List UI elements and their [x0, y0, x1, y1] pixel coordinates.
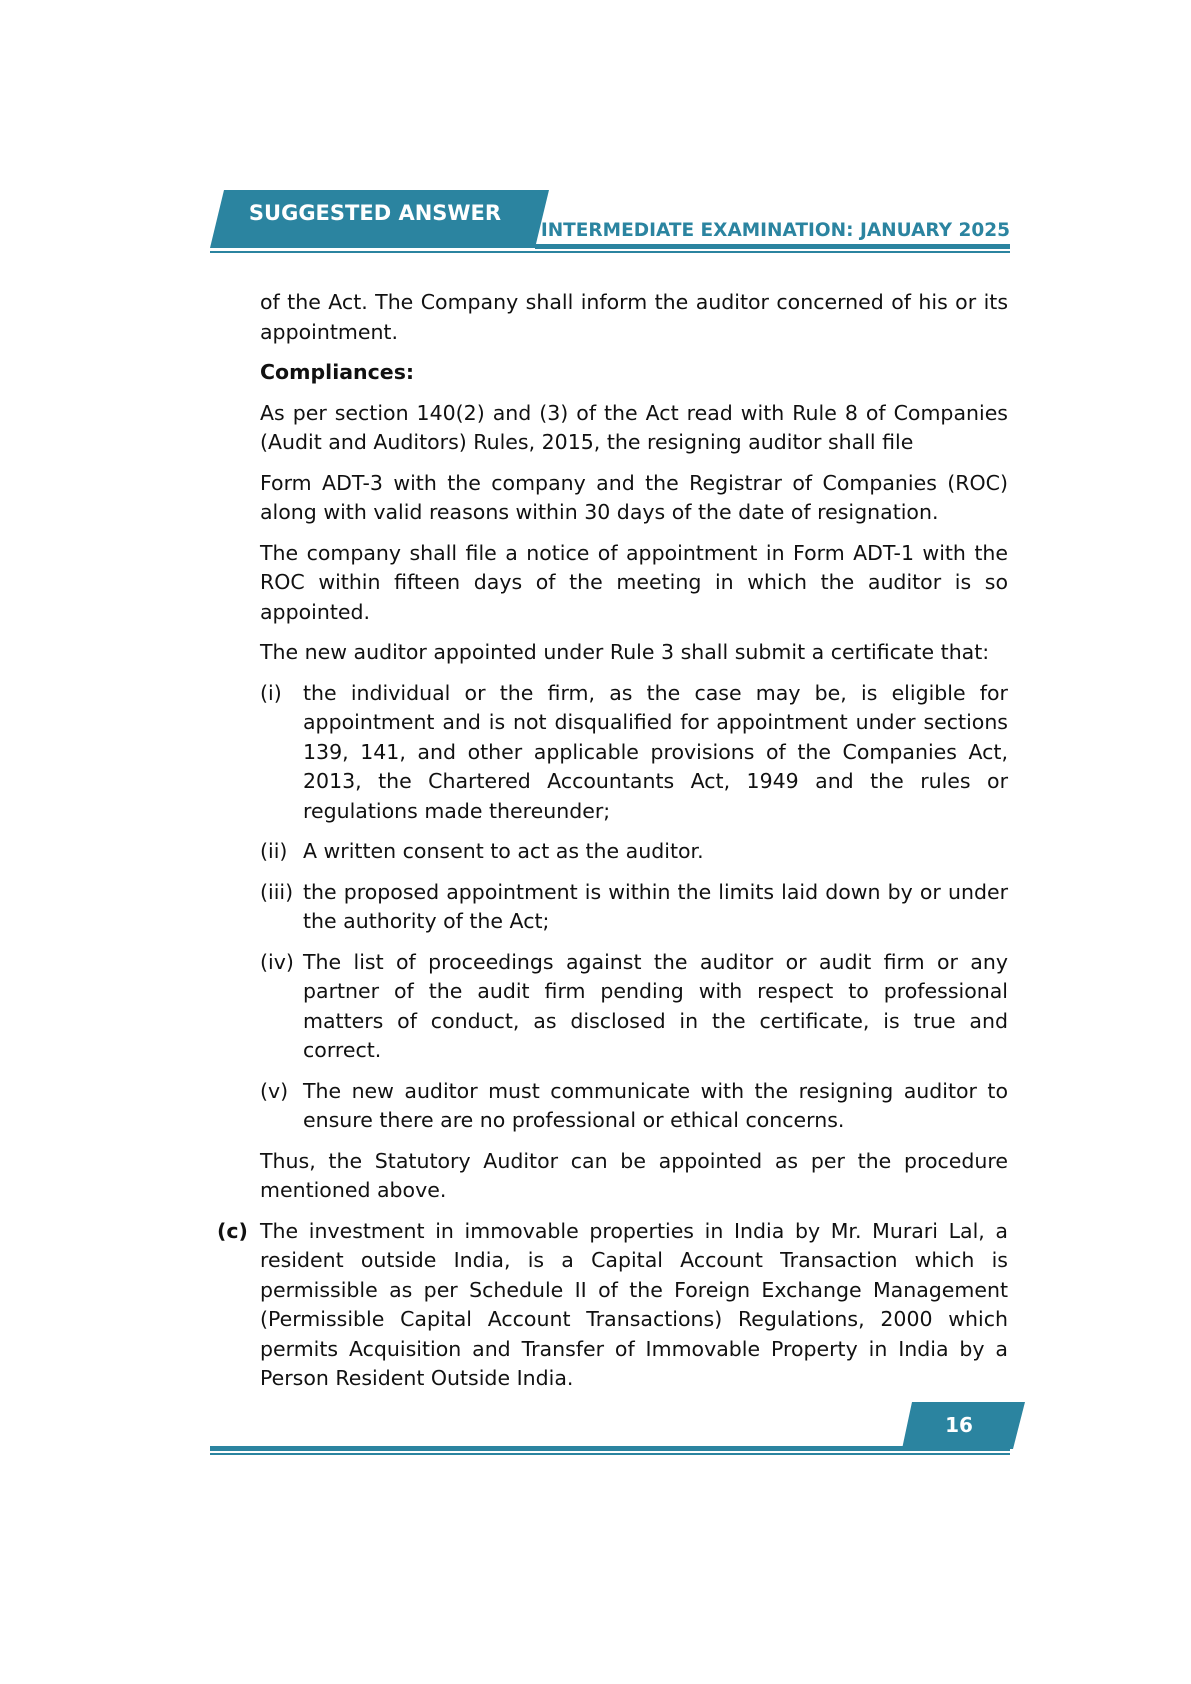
- footer-rule-thin: [210, 1453, 1010, 1455]
- paragraph-form-adt1: The company shall file a notice of appointment in Form ADT-1 with the ROC within fifteen days of the meeting in which the auditor is so appointed.: [260, 540, 1008, 624]
- list-item: [260, 948, 1008, 1066]
- paragraph-form-adt3: Form ADT-3 with the company and the Registrar of Companies (ROC) along with valid reasons within 30 days of the date of resignation.: [260, 470, 1008, 524]
- compliances-heading: Compliances:: [260, 360, 415, 384]
- list-item-text: The list of proceedings against the auditor or audit firm or any partner of the audit firm pending with respect to professional matters of conduct, as disclosed in the certificate, is true and correct.: [303, 949, 1008, 1062]
- part-c-text: The investment in immovable properties in India by Mr. Murari Lal, a resident outside India, is a Capital Account Transaction which is permissible as per Schedule II of the Foreign Exchange Management (Permissible Capital Account Transactions) Regulations, 2000 which permits Acquisition and Transfer of Immovable Property in India by a Person Resident Outside India.: [260, 1218, 1008, 1390]
- list-item-text: the proposed appointment is within the limits laid down by or under the authority of the Act;: [303, 879, 1008, 933]
- list-marker: (ii): [260, 839, 288, 863]
- list-item: [260, 679, 1008, 827]
- header-rule-thin: [210, 251, 1010, 253]
- document-body: [217, 288, 1008, 1394]
- header-title: INTERMEDIATE EXAMINATION: JANUARY 2025: [540, 220, 1010, 241]
- paragraph-section-140: As per section 140(2) and (3) of the Act read with Rule 8 of Companies (Audit and Auditors) Rules, 2015, the resigning auditor shall file: [260, 400, 1008, 454]
- header-tab-label: SUGGESTED ANSWER: [248, 201, 502, 225]
- list-marker: (iii): [260, 879, 294, 904]
- part-c-marker: (c): [217, 1218, 248, 1243]
- list-marker: (v): [260, 1078, 289, 1103]
- list-item: [260, 837, 1008, 867]
- certificate-list: [260, 679, 1008, 1136]
- header-rule-thick: [535, 244, 1010, 249]
- list-item: [260, 1077, 1008, 1136]
- list-item-text: The new auditor must communicate with the resigning auditor to ensure there are no professional or ethical concerns.: [303, 1078, 1008, 1132]
- part-c: [217, 1217, 1008, 1394]
- intro-paragraph: of the Act. The Company shall inform the auditor concerned of his or its appointment.: [260, 290, 1008, 344]
- footer-rule-thick: [210, 1446, 1010, 1451]
- list-item-text: A written consent to act as the auditor.: [303, 839, 704, 863]
- list-item-text: the individual or the firm, as the case may be, is eligible for appointment and is not disqualified for appointment under sections 139, 141, and other applicable provisions of the Companies Act, 2013, the Chartered Accountants Act, 1949 and the rules or regulations made thereunder;: [303, 680, 1008, 823]
- page-footer: [210, 1402, 1025, 1458]
- conclusion-paragraph: Thus, the Statutory Auditor can be appointed as per the procedure mentioned above.: [260, 1148, 1008, 1202]
- list-marker: (i): [260, 680, 282, 705]
- list-item: [260, 878, 1008, 937]
- page-number: 16: [945, 1413, 973, 1437]
- page-header: [210, 190, 1010, 254]
- paragraph-certificate: The new auditor appointed under Rule 3 shall submit a certificate that:: [260, 640, 990, 664]
- list-marker: (iv): [260, 949, 294, 974]
